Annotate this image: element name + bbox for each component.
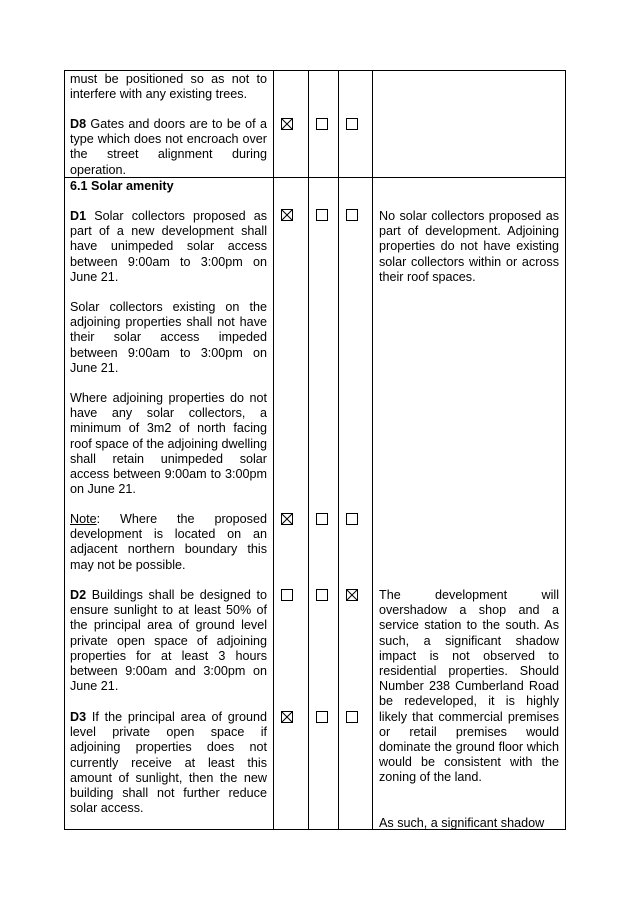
checkbox-checked-icon (282, 514, 292, 524)
d2-text: Buildings shall be designed to ensure sunlight to at least 50% of the principal area of ground level private open space of adjoining properties for at least 3 hours between 9:00am and 3:00pm on June 21. (70, 588, 267, 694)
d1-yes-checkbox[interactable] (281, 209, 293, 221)
d1-no-checkbox[interactable] (316, 209, 328, 221)
table-divider-4 (372, 70, 373, 830)
d3-code: D3 (70, 710, 87, 724)
d8-text: Gates and doors are to be of a type which does not encroach over the street alignment during operation. (70, 117, 267, 177)
note-no-checkbox[interactable] (316, 513, 328, 525)
checkbox-checked-icon (347, 590, 357, 600)
d8-code: D8 (70, 117, 87, 131)
d1-code: D1 (70, 209, 87, 223)
note-paragraph (70, 512, 267, 573)
d2-requirement (70, 588, 267, 694)
d3-yes-checkbox[interactable] (281, 711, 293, 723)
intro-text: must be positioned so as not to interfere with any existing trees. (70, 72, 267, 102)
d1-text: Solar collectors proposed as part of a new development shall have unimpeded solar access between 9:00am to 3:00pm on June 21. (70, 209, 267, 284)
d2-code: D2 (70, 588, 87, 602)
d3-na-checkbox[interactable] (346, 711, 358, 723)
note-text: : Where the proposed development is located on an adjacent northern boundary this may not be possible. (70, 512, 267, 572)
d8-no-checkbox[interactable] (316, 118, 328, 130)
d3-requirement (70, 710, 267, 816)
d8-na-checkbox[interactable] (346, 118, 358, 130)
d3-comment-continued: As such, a significant shadow (379, 816, 545, 830)
d3-text: If the principal area of ground level private open space if adjoining properties does not currently receive at least this amount of sunlight, then the new building shall not further reduce solar access. (70, 710, 267, 816)
d2-no-checkbox[interactable] (316, 589, 328, 601)
note-yes-checkbox[interactable] (281, 513, 293, 525)
d1-na-checkbox[interactable] (346, 209, 358, 221)
note-na-checkbox[interactable] (346, 513, 358, 525)
table-divider-3 (338, 70, 339, 830)
checkbox-checked-icon (282, 119, 292, 129)
table-border-top (64, 70, 566, 71)
d3-no-checkbox[interactable] (316, 711, 328, 723)
d1-requirement (70, 209, 267, 285)
d8-yes-checkbox[interactable] (281, 118, 293, 130)
checkbox-checked-icon (282, 712, 292, 722)
d1-comment: No solar collectors proposed as part of development. Adjoining properties do not have existing solar collectors within or across their roof spaces. (379, 209, 559, 284)
section-heading-solar-amenity: 6.1 Solar amenity (70, 179, 174, 193)
d1-paragraph-2: Solar collectors existing on the adjoining properties shall not have their solar access impeded between 9:00am to 3:00pm on June 21. (70, 300, 267, 375)
table-divider-1 (273, 70, 274, 830)
d8-requirement (70, 117, 267, 178)
d2-comment: The development will overshadow a shop and a service station to the south. As such, a significant shadow impact is not observed to residential properties. Should Number 238 Cumberland Road be redeveloped, it is highly likely that commercial premises or retail premises would dominate the ground floor which would be consistent with the zoning of the land. (379, 588, 559, 785)
d2-na-checkbox[interactable] (346, 589, 358, 601)
d2-yes-checkbox[interactable] (281, 589, 293, 601)
note-label: Note (70, 512, 97, 526)
table-divider-2 (308, 70, 309, 830)
d1-paragraph-3: Where adjoining properties do not have any solar collectors, a minimum of 3m2 of north facing roof space of the adjoining dwelling shall retain unimpeded solar access between 9:00am to 3:00pm on June 21. (70, 391, 267, 497)
table-border-right (565, 70, 566, 830)
checkbox-checked-icon (282, 210, 292, 220)
table-border-left (64, 70, 65, 830)
